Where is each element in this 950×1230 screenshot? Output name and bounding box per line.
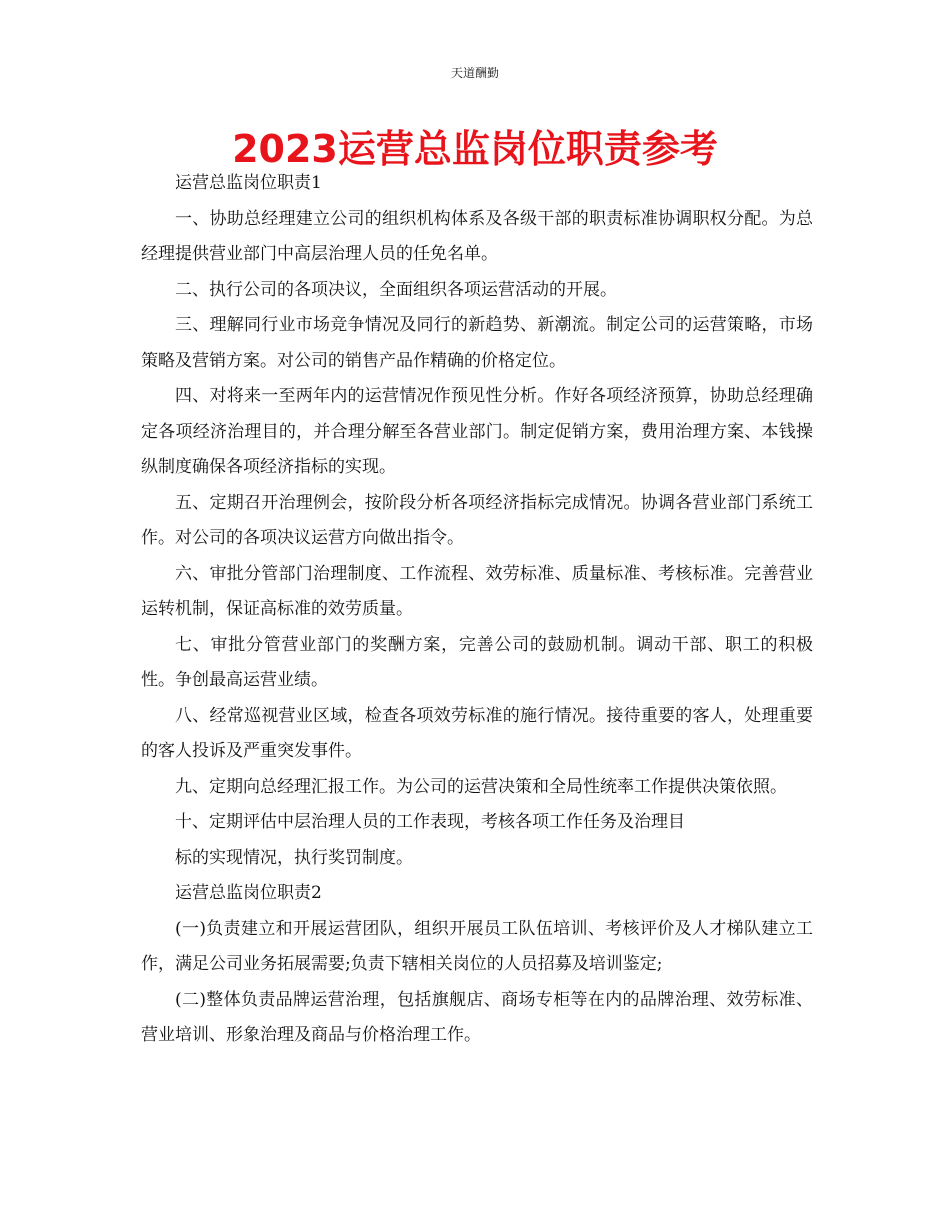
paragraph: 三、理解同行业市场竞争情况及同行的新趋势、新潮流。制定公司的运营策略，市场策略及营销方案。对公司的销售产品作精确的价格定位。 [141, 315, 813, 371]
paragraph: (一)负责建立和开展运营团队，组织开展员工队伍培训、考核评价及人才梯队建立工作，满足公司业务拓展需要;负责下辖相关岗位的人员招募及培训鉴定; [141, 918, 813, 974]
section-heading: 运营总监岗位职责1 [175, 173, 322, 193]
document-body [141, 166, 813, 1054]
paragraph: 十、定期评估中层治理人员的工作表现，考核各项工作任务及治理目 [175, 812, 685, 832]
section-heading: 运营总监岗位职责2 [175, 883, 322, 903]
paragraph: 标的实现情况，执行奖罚制度。 [175, 847, 413, 868]
paragraph: 九、定期向总经理汇报工作。为公司的运营决策和全局性统率工作提供决策依照。 [175, 776, 787, 797]
document-title: 2023运营总监岗位职责参考 [232, 127, 718, 171]
paragraph: (二)整体负责品牌运营治理，包括旗舰店、商场专柜等在内的品牌治理、效劳标准、营业培训、形象治理及商品与价格治理工作。 [141, 989, 813, 1045]
page-header-text: 天道酬勤 [450, 66, 499, 80]
paragraph: 四、对将来一至两年内的运营情况作预见性分析。作好各项经济预算，协助总经理确定各项经济治理目的，并合理分解至各营业部门。制定促销方案，费用治理方案、本钱操纵制度确保各项经济指标的实现。 [141, 386, 813, 477]
paragraph: 六、审批分管部门治理制度、工作流程、效劳标准、质量标准、考核标准。完善营业运转机制，保证高标准的效劳质量。 [141, 563, 813, 619]
paragraph: 五、定期召开治理例会，按阶段分析各项经济指标完成情况。协调各营业部门系统工作。对公司的各项决议运营方向做出指令。 [141, 492, 813, 548]
paragraph: 一、协助总经理建立公司的组织机构体系及各级干部的职责标准协调职权分配。为总经理提供营业部门中高层治理人员的任免名单。 [141, 208, 813, 264]
paragraph: 二、执行公司的各项决议，全面组织各项运营活动的开展。 [175, 279, 617, 300]
paragraph: 七、审批分管营业部门的奖酬方案，完善公司的鼓励机制。调动干部、职工的积极性。争创最高运营业绩。 [141, 634, 813, 690]
paragraph: 八、经常巡视营业区域，检查各项效劳标准的施行情况。接待重要的客人，处理重要的客人投诉及严重突发事件。 [141, 705, 813, 761]
